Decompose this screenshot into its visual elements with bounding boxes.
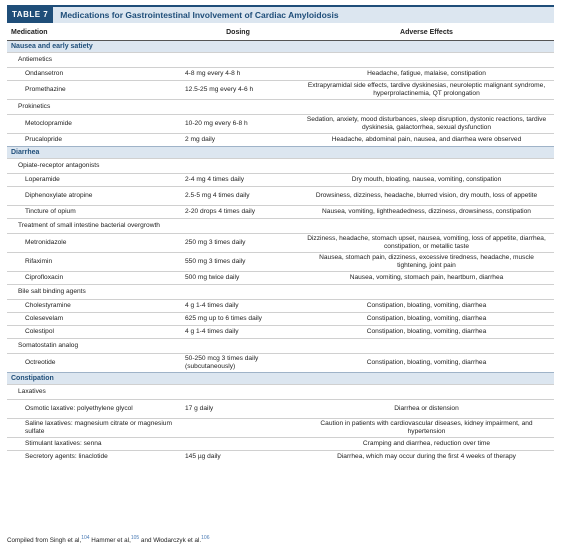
medication-cell: Colesevelam: [7, 313, 177, 326]
group-heading: Antiemetics: [7, 53, 177, 68]
dosing-cell: 17 g daily: [177, 400, 299, 419]
group-heading: Treatment of small intestine bacterial overgrowth: [7, 219, 177, 234]
adverse-effects-cell: Sedation, anxiety, mood disturbances, sleep disruption, dystonic reactions, tardive dyskinesia, galactorrhea, sexual dysfunction: [299, 115, 554, 134]
table-row: [7, 134, 554, 147]
medication-cell: Prucalopride: [7, 134, 177, 147]
dosing-cell: 2.5-5 mg 4 times daily: [177, 187, 299, 206]
medication-cell: Osmotic laxative: polyethylene glycol: [7, 400, 177, 419]
table-row: [7, 234, 554, 253]
adverse-effects-cell: Diarrhea, which may occur during the first 4 weeks of therapy: [299, 451, 554, 464]
table-row: [7, 419, 554, 438]
table-row: [7, 400, 554, 419]
adverse-effects-cell: Drowsiness, dizziness, headache, blurred vision, dry mouth, loss of appetite: [299, 187, 554, 206]
dosing-cell: 4 g 1-4 times daily: [177, 300, 299, 313]
medications-table: [7, 25, 554, 464]
adverse-effects-cell: Dry mouth, bloating, nausea, vomiting, constipation: [299, 174, 554, 187]
adverse-effects-cell: Extrapyramidal side effects, tardive dyskinesias, neuroleptic malignant syndrome, hyperprolactinemia, QT prolongation: [299, 81, 554, 100]
header-adverse-effects: Adverse Effects: [299, 25, 554, 41]
group-heading: Somatostatin analog: [7, 339, 177, 354]
dosing-cell: 2-20 drops 4 times daily: [177, 206, 299, 219]
footnote-text: Compiled from Singh et al,: [7, 537, 82, 545]
medication-cell: Loperamide: [7, 174, 177, 187]
dosing-cell: 2 mg daily: [177, 134, 299, 147]
adverse-effects-cell: Nausea, vomiting, lightheadedness, dizziness, drowsiness, constipation: [299, 206, 554, 219]
section-heading: Constipation: [7, 373, 554, 385]
empty-cell: [299, 285, 554, 300]
table-header-row: [7, 25, 554, 41]
table-row: [7, 313, 554, 326]
table-row: [7, 115, 554, 134]
medication-cell: Metoclopramide: [7, 115, 177, 134]
table-row: [7, 68, 554, 81]
medication-cell: Rifaximin: [7, 253, 177, 272]
footnote-text: Hammer et al,: [89, 537, 131, 545]
adverse-effects-cell: Nausea, vomiting, stomach pain, heartburn, diarrhea: [299, 272, 554, 285]
table-row: [7, 81, 554, 100]
dosing-cell: 500 mg twice daily: [177, 272, 299, 285]
dosing-cell: 2-4 mg 4 times daily: [177, 174, 299, 187]
medication-cell: Colestipol: [7, 326, 177, 339]
empty-cell: [177, 159, 299, 174]
medication-cell: Metronidazole: [7, 234, 177, 253]
empty-cell: [177, 285, 299, 300]
section-row: [7, 147, 554, 159]
dosing-cell: 12.5-25 mg every 4-6 h: [177, 81, 299, 100]
medication-cell: Cholestyramine: [7, 300, 177, 313]
empty-cell: [177, 219, 299, 234]
footnote-ref[interactable]: 106: [201, 535, 210, 541]
table-row: [7, 438, 554, 451]
table-row: [7, 451, 554, 464]
adverse-effects-cell: Constipation, bloating, vomiting, diarrhea: [299, 354, 554, 373]
group-heading: Bile salt binding agents: [7, 285, 177, 300]
adverse-effects-cell: Headache, abdominal pain, nausea, and diarrhea were observed: [299, 134, 554, 147]
group-row: [7, 285, 554, 300]
footnote-ref[interactable]: 104: [81, 535, 90, 541]
medication-cell: Octreotide: [7, 354, 177, 373]
empty-cell: [299, 159, 554, 174]
empty-cell: [177, 339, 299, 354]
group-row: [7, 159, 554, 174]
medication-cell: Stimulant laxatives: senna: [7, 438, 177, 451]
adverse-effects-cell: Caution in patients with cardiovascular diseases, kidney impairment, and hypertension: [299, 419, 554, 438]
group-heading: Opiate-receptor antagonists: [7, 159, 177, 174]
footnote: [7, 535, 209, 544]
medication-cell: Tincture of opium: [7, 206, 177, 219]
medication-cell: Saline laxatives: magnesium citrate or magnesium sulfate: [7, 419, 177, 438]
adverse-effects-cell: Diarrhea or distension: [299, 400, 554, 419]
header-medication: Medication: [7, 25, 177, 41]
table-title-bar: [7, 5, 554, 23]
adverse-effects-cell: Dizziness, headache, stomach upset, nausea, vomiting, loss of appetite, diarrhea, constipation, or metallic taste: [299, 234, 554, 253]
dosing-cell: 4 g 1-4 times daily: [177, 326, 299, 339]
adverse-effects-cell: Nausea, stomach pain, dizziness, excessive tiredness, headache, muscle tightening, joint pain: [299, 253, 554, 272]
dosing-cell: [177, 438, 299, 451]
group-row: [7, 339, 554, 354]
dosing-cell: 50-250 mcg 3 times daily (subcutaneously): [177, 354, 299, 373]
adverse-effects-cell: Cramping and diarrhea, reduction over time: [299, 438, 554, 451]
adverse-effects-cell: Constipation, bloating, vomiting, diarrhea: [299, 300, 554, 313]
empty-cell: [299, 339, 554, 354]
table-row: [7, 253, 554, 272]
medication-cell: Ondansetron: [7, 68, 177, 81]
empty-cell: [177, 53, 299, 68]
dosing-cell: 625 mg up to 6 times daily: [177, 313, 299, 326]
group-row: [7, 385, 554, 400]
medication-cell: Diphenoxylate atropine: [7, 187, 177, 206]
medication-cell: Ciprofloxacin: [7, 272, 177, 285]
dosing-cell: 4-8 mg every 4-8 h: [177, 68, 299, 81]
dosing-cell: 550 mg 3 times daily: [177, 253, 299, 272]
table-title: Medications for Gastrointestinal Involvement of Cardiac Amyloidosis: [60, 10, 339, 20]
table-row: [7, 300, 554, 313]
section-heading: Diarrhea: [7, 147, 554, 159]
section-row: [7, 41, 554, 53]
table-row: [7, 326, 554, 339]
header-dosing: Dosing: [177, 25, 299, 41]
table-row: [7, 272, 554, 285]
group-heading: Laxatives: [7, 385, 177, 400]
empty-cell: [299, 385, 554, 400]
empty-cell: [299, 219, 554, 234]
table-row: [7, 187, 554, 206]
table-row: [7, 174, 554, 187]
table-number-badge: TABLE 7: [7, 7, 53, 23]
group-row: [7, 53, 554, 68]
empty-cell: [299, 100, 554, 115]
table-row: [7, 206, 554, 219]
dosing-cell: 10-20 mg every 6-8 h: [177, 115, 299, 134]
table-row: [7, 354, 554, 373]
medication-cell: Promethazine: [7, 81, 177, 100]
group-heading: Prokinetics: [7, 100, 177, 115]
section-heading: Nausea and early satiety: [7, 41, 554, 53]
empty-cell: [299, 53, 554, 68]
empty-cell: [177, 385, 299, 400]
adverse-effects-cell: Headache, fatigue, malaise, constipation: [299, 68, 554, 81]
dosing-cell: [177, 419, 299, 438]
adverse-effects-cell: Constipation, bloating, vomiting, diarrhea: [299, 326, 554, 339]
dosing-cell: 145 µg daily: [177, 451, 299, 464]
footnote-text: and Włodarczyk et al.: [139, 537, 202, 545]
dosing-cell: 250 mg 3 times daily: [177, 234, 299, 253]
empty-cell: [177, 100, 299, 115]
footnote-ref[interactable]: 105: [130, 535, 140, 541]
medication-cell: Secretory agents: linaclotide: [7, 451, 177, 464]
adverse-effects-cell: Constipation, bloating, vomiting, diarrhea: [299, 313, 554, 326]
section-row: [7, 373, 554, 385]
group-row: [7, 219, 554, 234]
group-row: [7, 100, 554, 115]
